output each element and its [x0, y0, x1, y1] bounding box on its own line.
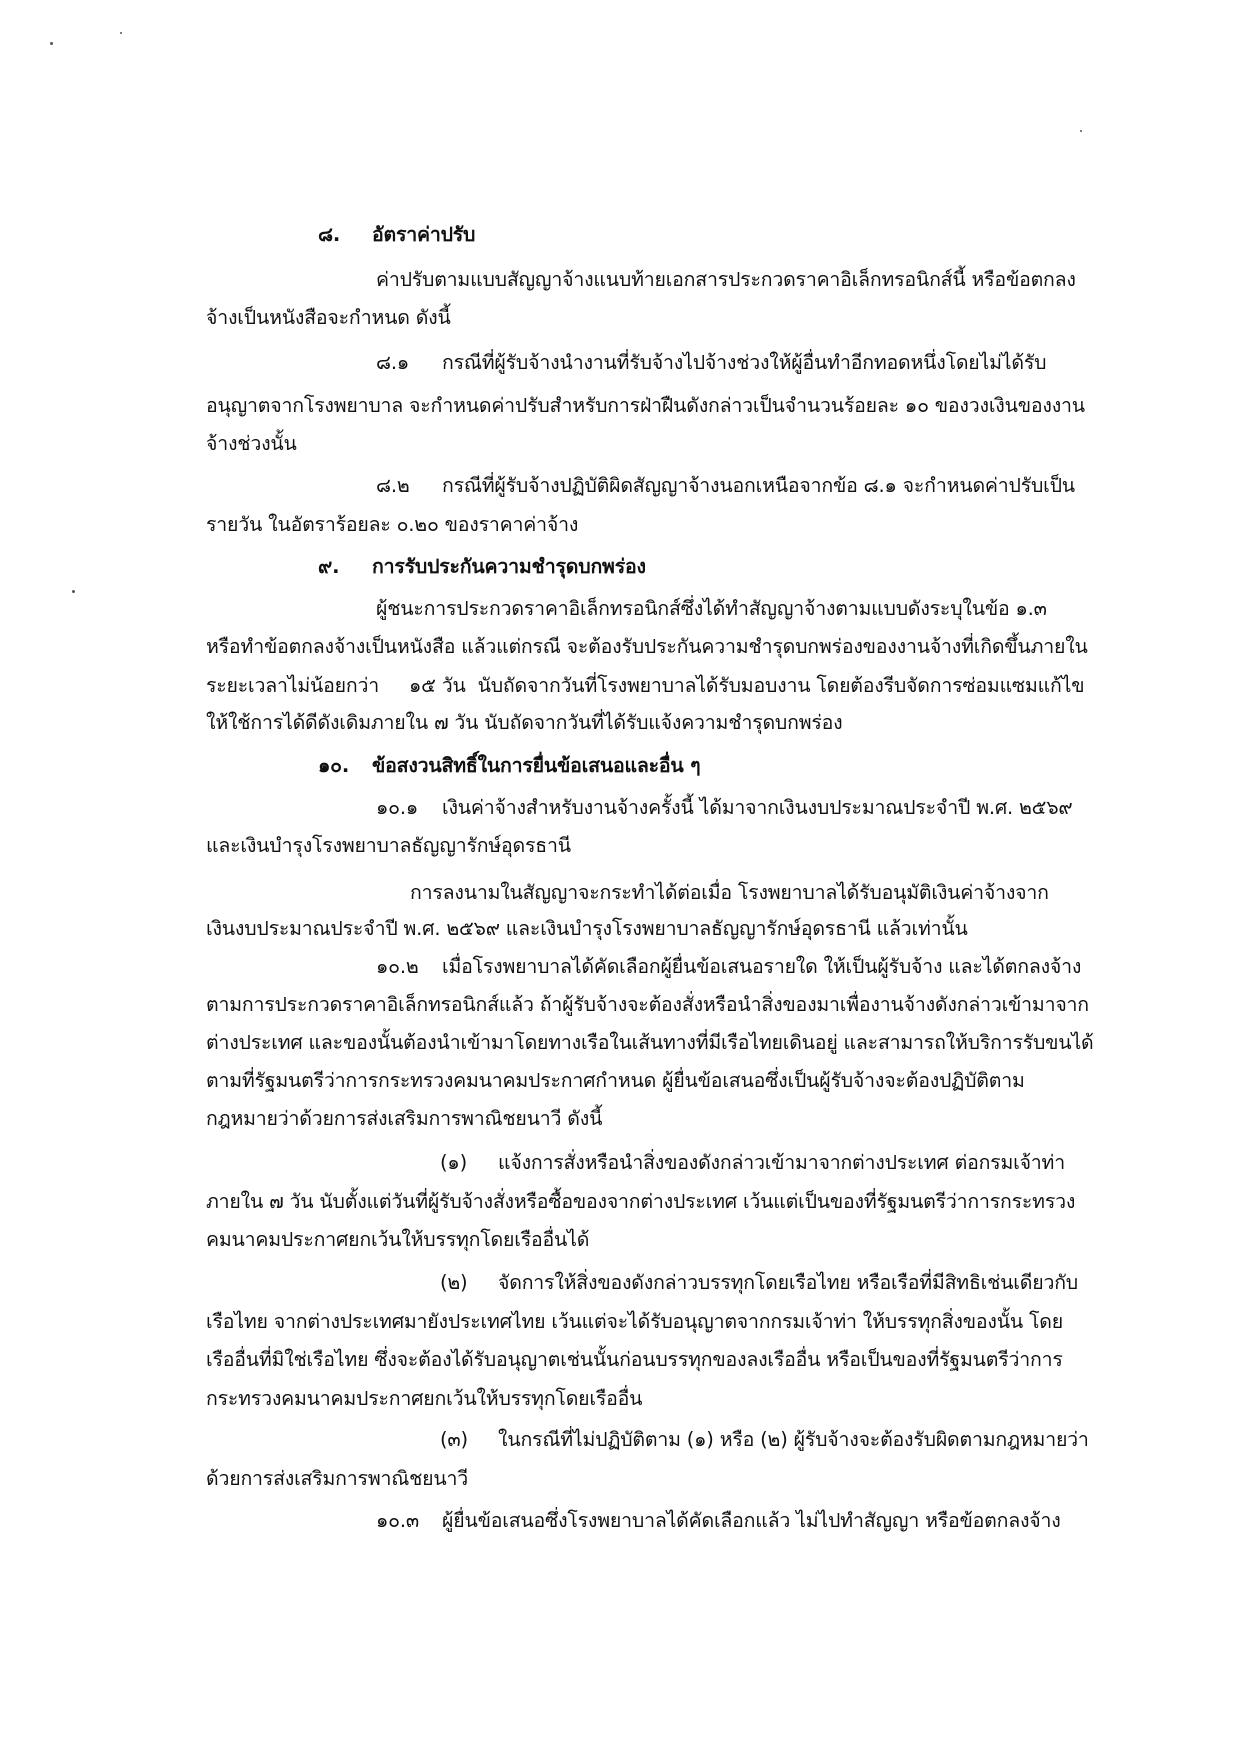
paragraph-line: คมนาคมประกาศยกเว้นให้บรรทุกโดยเรืออื่นได้ [206, 1228, 590, 1251]
paragraph-line: ให้ใช้การได้ดีดังเดิมภายใน ๗ วัน นับถัดจากวันที่ได้รับแจ้งความชำรุดบกพร่อง [206, 711, 843, 734]
item-number: ๑๐.๓ [376, 1509, 420, 1532]
paragraph-line: ระยะเวลาไม่น้อยกว่า ๑๕ วัน นับถัดจากวันที่โรงพยาบาลได้รับมอบงาน โดยต้องรีบจัดการซ่อมแซมแก้ไข [206, 674, 1085, 697]
paragraph-line: ภายใน ๗ วัน นับตั้งแต่วันที่ผู้รับจ้างสั่งหรือซื้อของจากต่างประเทศ เว้นแต่เป็นของที่รัฐมนตรีว่าการกระทรวง [206, 1190, 1076, 1213]
item-number: ๘.๑ [376, 351, 410, 374]
subitem-number: (๓) [440, 1428, 468, 1451]
paragraph-line: รายวัน ในอัตราร้อยละ ๐.๒๐ ของราคาค่าจ้าง [206, 513, 579, 536]
paragraph-line: ตามการประกวดราคาอิเล็กทรอนิกส์แล้ว ถ้าผู้รับจ้างจะต้องสั่งหรือนำสิ่งของมาเพื่องานจ้างดังกล่าวเข้ามาจาก [206, 993, 1089, 1016]
item-10-2-line [376, 954, 1081, 980]
paragraph-line: ต่างประเทศ และของนั้นต้องนำเข้ามาโดยทางเรือในเส้นทางที่มีเรือไทยเดินอยู่ และสามารถให้บริการรับขนได้ [206, 1031, 1094, 1054]
section-10-heading [318, 753, 700, 779]
paragraph-line: การลงนามในสัญญาจะกระทำได้ต่อเมื่อ โรงพยาบาลได้รับอนุมัติเงินค่าจ้างจาก [410, 881, 1049, 904]
subitem-text: จัดการให้สิ่งของดังกล่าวบรรทุกโดยเรือไทย หรือเรือที่มีสิทธิเช่นเดียวกับ [498, 1271, 1078, 1294]
paragraph-line: และเงินบำรุงโรงพยาบาลธัญญารักษ์อุดรธานี [206, 834, 571, 857]
subitem-number: (๒) [440, 1271, 468, 1294]
item-number: ๘.๒ [376, 474, 410, 497]
paragraph-line: หรือทำข้อตกลงจ้างเป็นหนังสือ แล้วแต่กรณี จะต้องรับประกันความชำรุดบกพร่องของงานจ้างที่เกิดขึ้นภายใน [206, 635, 1088, 658]
item-8-2-line [376, 473, 1075, 499]
item-text: กรณีที่ผู้รับจ้างนำงานที่รับจ้างไปจ้างช่วงให้ผู้อื่นทำอีกทอดหนึ่งโดยไม่ได้รับ [442, 351, 1047, 374]
paragraph-line: เรืออื่นที่มิใช่เรือไทย ซึ่งจะต้องได้รับอนุญาตเช่นนั้นก่อนบรรทุกของลงเรืออื่น หรือเป็นของที่รัฐมนตรีว่าการ [206, 1348, 1063, 1371]
scan-speck [72, 590, 75, 593]
section-title: อัตราค่าปรับ [372, 223, 476, 246]
paragraph-line: เงินงบประมาณประจำปี พ.ศ. ๒๕๖๙ และเงินบำรุงโรงพยาบาลธัญญารักษ์อุดรธานี แล้วเท่านั้น [206, 917, 968, 940]
paragraph-line: ผู้ชนะการประกวดราคาอิเล็กทรอนิกส์ซึ่งได้ทำสัญญาจ้างตามแบบดังระบุในข้อ ๑.๓ [376, 597, 1047, 620]
subitem-3-line [440, 1427, 1089, 1453]
item-10-3-line [376, 1508, 1061, 1534]
section-number: ๙. [318, 555, 340, 578]
section-title: การรับประกันความชำรุดบกพร่อง [372, 555, 646, 578]
scan-speck [1080, 130, 1082, 132]
paragraph-line: กฎหมายว่าด้วยการส่งเสริมการพาณิชยนาวี ดังนี้ [206, 1107, 603, 1130]
paragraph-line: อนุญาตจากโรงพยาบาล จะกำหนดค่าปรับสำหรับการฝ่าฝืนดังกล่าวเป็นจำนวนร้อยละ ๑๐ ของวงเงินของงาน [206, 394, 1085, 417]
item-text: ผู้ยื่นข้อเสนอซึ่งโรงพยาบาลได้คัดเลือกแล้ว ไม่ไปทำสัญญา หรือข้อตกลงจ้าง [442, 1509, 1061, 1532]
scan-speck [50, 42, 53, 45]
subitem-text: แจ้งการสั่งหรือนำสิ่งของดังกล่าวเข้ามาจากต่างประเทศ ต่อกรมเจ้าท่า [498, 1151, 1065, 1174]
section-number: ๘. [318, 223, 341, 246]
subitem-number: (๑) [440, 1151, 467, 1174]
section-title: ข้อสงวนสิทธิ์ในการยื่นข้อเสนอและอื่น ๆ [372, 754, 701, 777]
section-8-heading [318, 222, 475, 248]
paragraph-line: ด้วยการส่งเสริมการพาณิชยนาวี [206, 1467, 469, 1490]
subitem-2-line [440, 1270, 1078, 1296]
paragraph-line: กระทรวงคมนาคมประกาศยกเว้นให้บรรทุกโดยเรืออื่น [206, 1387, 643, 1410]
item-number: ๑๐.๒ [376, 955, 419, 978]
paragraph-line: เรือไทย จากต่างประเทศมายังประเทศไทย เว้นแต่จะได้รับอนุญาตจากกรมเจ้าท่า ให้บรรทุกสิ่งของนั้น โดย [206, 1310, 1063, 1333]
paragraph-line: จ้างเป็นหนังสือจะกำหนด ดังนี้ [206, 306, 451, 329]
item-text: กรณีที่ผู้รับจ้างปฏิบัติผิดสัญญาจ้างนอกเหนือจากข้อ ๘.๑ จะกำหนดค่าปรับเป็น [442, 474, 1075, 497]
paragraph-line: ค่าปรับตามแบบสัญญาจ้างแนบท้ายเอกสารประกวดราคาอิเล็กทรอนิกส์นี้ หรือข้อตกลง [376, 268, 1076, 291]
item-text: เมื่อโรงพยาบาลได้คัดเลือกผู้ยื่นข้อเสนอรายใด ให้เป็นผู้รับจ้าง และได้ตกลงจ้าง [442, 955, 1082, 978]
section-number: ๑๐. [318, 754, 350, 777]
item-number: ๑๐.๑ [376, 796, 419, 819]
subitem-text: ในกรณีที่ไม่ปฏิบัติตาม (๑) หรือ (๒) ผู้รับจ้างจะต้องรับผิดตามกฎหมายว่า [498, 1428, 1089, 1451]
item-text: เงินค่าจ้างสำหรับงานจ้างครั้งนี้ ได้มาจากเงินงบประมาณประจำปี พ.ศ. ๒๕๖๙ [442, 796, 1073, 819]
paragraph-line: ตามที่รัฐมนตรีว่าการกระทรวงคมนาคมประกาศกำหนด ผู้ยื่นข้อเสนอซึ่งเป็นผู้รับจ้างจะต้องปฏิบัติตาม [206, 1069, 1025, 1092]
paragraph-line: จ้างช่วงนั้น [206, 432, 297, 455]
item-10-1-line [376, 795, 1073, 821]
scan-speck [120, 32, 122, 34]
section-9-heading [318, 554, 646, 580]
item-8-1-line [376, 350, 1046, 376]
subitem-1-line [440, 1150, 1065, 1176]
